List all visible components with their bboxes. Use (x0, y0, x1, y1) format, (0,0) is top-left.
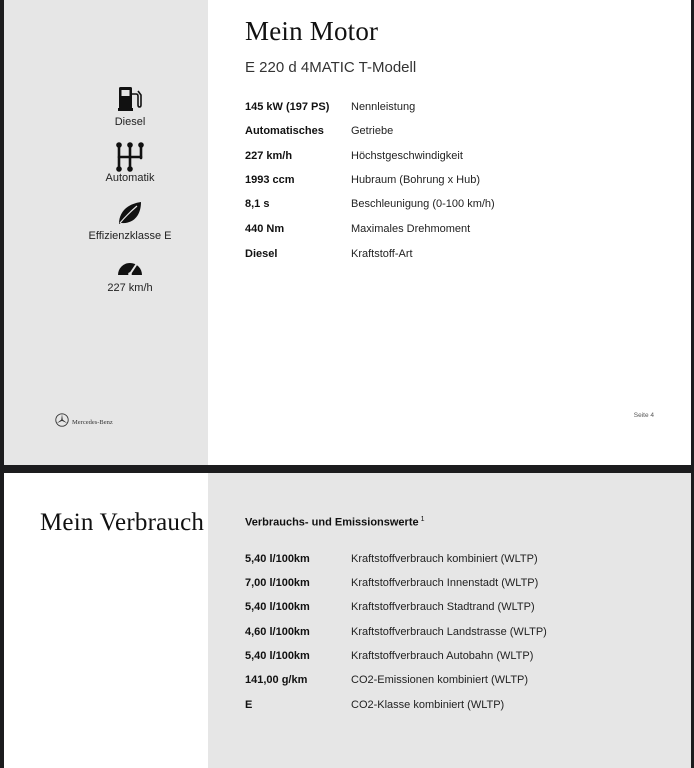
spec-value: E (245, 699, 253, 711)
spec-value: Diesel (245, 248, 278, 260)
leaf-icon (44, 200, 216, 228)
spec-value: 440 Nm (245, 223, 285, 235)
fuel-pump-icon (44, 86, 216, 114)
spec-label: CO2-Emissionen kombiniert (WLTP) (351, 674, 529, 686)
feature-label: Effizienzklasse E (88, 230, 172, 242)
spec-label: Hubraum (Bohrung x Hub) (351, 174, 481, 186)
spec-value: Automatisches (245, 125, 324, 137)
feature-top-speed (44, 258, 216, 294)
spec-label: CO2-Klasse kombiniert (WLTP) (351, 699, 505, 711)
spec-value: 141,00 g/km (245, 674, 308, 686)
page-title: Mein Verbrauch (40, 509, 205, 536)
feature-label: Diesel (114, 116, 146, 128)
spec-label: Kraftstoffverbrauch Stadtrand (WLTP) (351, 601, 535, 613)
spec-label: Getriebe (351, 125, 394, 137)
feature-fuel (44, 86, 216, 128)
spec-label: Maximales Drehmoment (351, 223, 471, 235)
main-content (208, 473, 691, 768)
brand-logo (55, 413, 113, 432)
spec-label: Kraftstoffverbrauch Autobahn (WLTP) (351, 650, 534, 662)
spec-value: 5,40 l/100km (245, 601, 310, 613)
feature-transmission (44, 142, 216, 184)
sidebar-panel (4, 0, 208, 465)
mercedes-star-icon (55, 413, 69, 432)
page-number: Seite 4 (633, 412, 654, 419)
feature-efficiency (44, 200, 216, 242)
spec-value: 1993 ccm (245, 174, 295, 186)
spec-label: Beschleunigung (0-100 km/h) (351, 198, 495, 210)
spec-value: 8,1 s (245, 198, 270, 210)
feature-label: 227 km/h (107, 282, 153, 294)
spec-value: 5,40 l/100km (245, 553, 310, 565)
spec-value: 7,00 l/100km (245, 577, 310, 589)
model-subtitle: E 220 d 4MATIC T-Modell (245, 59, 417, 76)
gear-shift-icon (44, 142, 216, 170)
main-content (208, 0, 691, 465)
spec-value: 227 km/h (245, 150, 293, 162)
speedometer-icon (44, 258, 216, 280)
spec-label: Kraftstoff-Art (351, 248, 413, 260)
spec-label: Nennleistung (351, 101, 416, 113)
brand-name: Mercedes-Benz (72, 419, 113, 426)
spec-value: 145 kW (197 PS) (245, 101, 330, 113)
footnote-marker: 1 (420, 516, 425, 523)
page-motor (4, 0, 691, 465)
page-consumption (4, 473, 691, 768)
spec-label: Höchstgeschwindigkeit (351, 150, 463, 162)
spec-value: 5,40 l/100km (245, 650, 310, 662)
section-title-text: Verbrauchs- und Emissionswerte (245, 516, 419, 529)
section-title (245, 516, 425, 529)
page-title: Mein Motor (245, 16, 379, 46)
spec-label: Kraftstoffverbrauch Innenstadt (WLTP) (351, 577, 539, 589)
feature-label: Automatik (105, 172, 155, 184)
spec-label: Kraftstoffverbrauch kombiniert (WLTP) (351, 553, 538, 565)
sidebar-panel (4, 473, 208, 768)
spec-label: Kraftstoffverbrauch Landstrasse (WLTP) (351, 626, 547, 638)
spec-value: 4,60 l/100km (245, 626, 310, 638)
